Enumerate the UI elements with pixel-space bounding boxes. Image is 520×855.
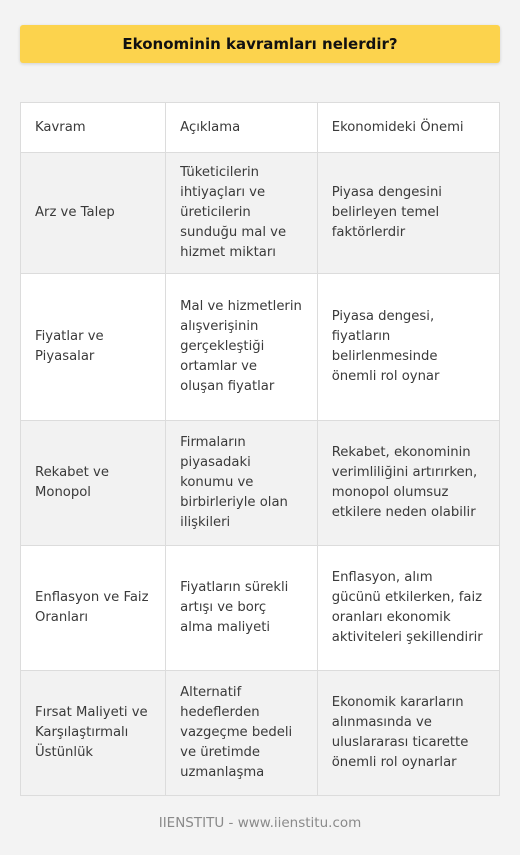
table-row <box>21 153 500 274</box>
cell-importance: Piyasa dengesi, fiyatların belirlenmesinde önemli rol oynar <box>317 274 499 421</box>
table-row <box>21 546 500 671</box>
concepts-table <box>20 102 500 796</box>
cell-description: Firmaların piyasadaki konumu ve birbirleriyle olan ilişkileri <box>166 421 318 546</box>
header-aciklama: Açıklama <box>166 103 318 153</box>
cell-description: Tüketicilerin ihtiyaçları ve üreticilerin sunduğu mal ve hizmet miktarı <box>166 153 318 274</box>
header-onem: Ekonomideki Önemi <box>317 103 499 153</box>
cell-concept: Fiyatlar ve Piyasalar <box>21 274 166 421</box>
cell-concept: Enflasyon ve Faiz Oranları <box>21 546 166 671</box>
cell-importance: Enflasyon, alım gücünü etkilerken, faiz oranları ekonomik aktiviteleri şekillendirir <box>317 546 499 671</box>
cell-concept: Rekabet ve Monopol <box>21 421 166 546</box>
cell-description: Alternatif hedeflerden vazgeçme bedeli ve üretimde uzmanlaşma <box>166 671 318 796</box>
footer-credit: IIENSTITU - www.iienstitu.com <box>158 815 362 831</box>
table-row <box>21 671 500 796</box>
header-kavram: Kavram <box>21 103 166 153</box>
cell-importance: Rekabet, ekonominin verimliliğini artırırken, monopol olumsuz etkilere neden olabilir <box>317 421 499 546</box>
cell-description: Mal ve hizmetlerin alışverişinin gerçekleştiği ortamlar ve oluşan fiyatlar <box>166 274 318 421</box>
cell-concept: Fırsat Maliyeti ve Karşılaştırmalı Üstünlük <box>21 671 166 796</box>
cell-description: Fiyatların sürekli artışı ve borç alma maliyeti <box>166 546 318 671</box>
page-title: Ekonominin kavramları nelerdir? <box>20 25 500 63</box>
table-row <box>21 421 500 546</box>
cell-concept: Arz ve Talep <box>21 153 166 274</box>
cell-importance: Ekonomik kararların alınmasında ve uluslararası ticarette önemli rol oynarlar <box>317 671 499 796</box>
table-row <box>21 274 500 421</box>
cell-importance: Piyasa dengesini belirleyen temel faktörlerdir <box>317 153 499 274</box>
table-header-row <box>21 103 500 153</box>
